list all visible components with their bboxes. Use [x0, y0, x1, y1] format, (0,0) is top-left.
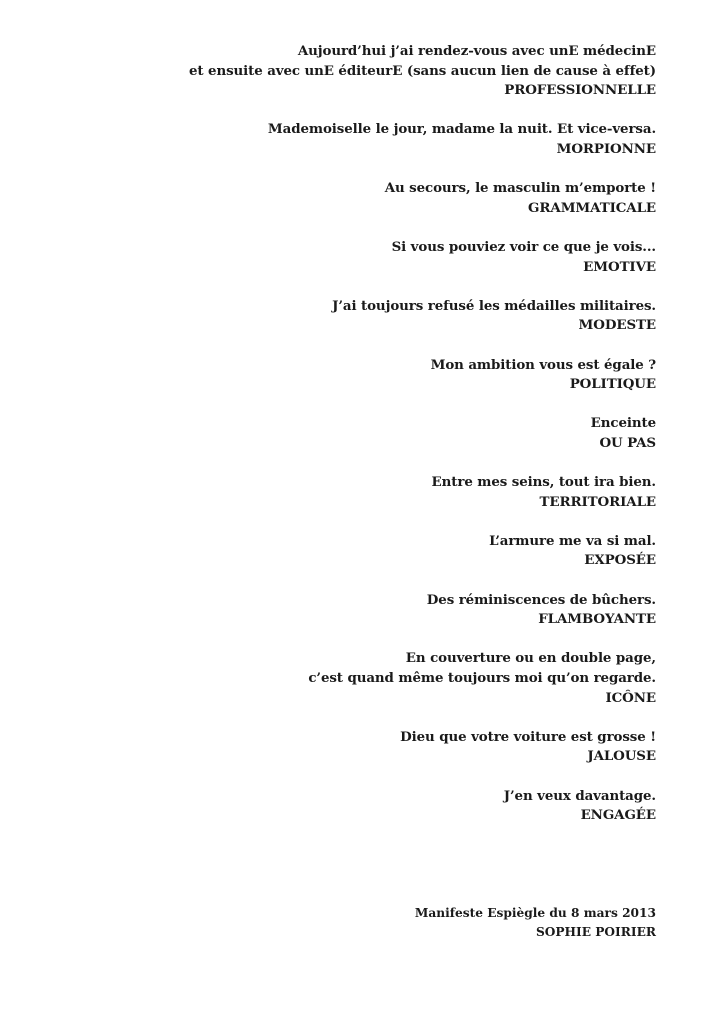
stanza-professionnelle [60, 42, 656, 101]
stanza-title: GRAMMATICALE [528, 199, 656, 216]
stanza-line: Enceinte [590, 415, 656, 432]
stanza-title: FLAMBOYANTE [538, 611, 656, 628]
stanza-icone [60, 649, 656, 708]
stanza-line: Au secours, le masculin m’emporte ! [384, 180, 656, 197]
stanza-line: et ensuite avec unE éditeurE (sans aucun lien de cause à effet) [188, 62, 656, 79]
stanza-exposee [60, 532, 656, 571]
stanza-title: EXPOSÉE [584, 552, 656, 569]
stanza-line: L’armure me va si mal. [489, 532, 656, 549]
manifesto-date-line: Manifeste Espiègle du 8 mars 2013 [414, 906, 656, 920]
stanza-line: c’est quand même toujours moi qu’on regarde. [308, 670, 656, 686]
stanza-title: ENGAGÉE [580, 807, 656, 824]
stanza-title: PROFESSIONNELLE [504, 82, 656, 99]
stanza-line: Mademoiselle le jour, madame la nuit. Et vice-versa. [267, 121, 656, 138]
stanza-title: TERRITORIALE [539, 493, 656, 510]
stanza-title: ICÔNE [605, 689, 656, 706]
stanza-line: J’en veux davantage. [503, 787, 656, 804]
stanza-line: Dieu que votre voiture est grosse ! [400, 728, 656, 745]
stanza-flamboyante [60, 591, 656, 630]
stanza-title: JALOUSE [587, 748, 656, 765]
stanza-line: Aujourd’hui j’ai rendez-vous avec unE médecinE [297, 43, 656, 59]
stanza-line: Entre mes seins, tout ira bien. [431, 474, 656, 491]
stanza-line: Des réminiscences de bûchers. [426, 591, 656, 608]
stanza-line: En couverture ou en double page, [405, 650, 656, 667]
author-name: SOPHIE POIRIER [535, 925, 656, 940]
signature-block [415, 904, 656, 943]
manifesto-text [60, 42, 656, 845]
stanza-modeste [60, 297, 656, 336]
stanza-ou-pas [60, 414, 656, 453]
stanza-engagee [60, 787, 656, 826]
stanza-title: MODESTE [578, 317, 656, 334]
stanza-politique [60, 356, 656, 395]
stanza-title: MORPIONNE [556, 140, 656, 157]
stanza-title: EMOTIVE [583, 258, 656, 275]
stanza-line: Si vous pouviez voir ce que je vois... [391, 238, 656, 255]
stanza-line: Mon ambition vous est égale ? [430, 356, 656, 373]
stanza-grammaticale [60, 179, 656, 218]
stanza-line: J’ai toujours refusé les médailles militaires. [332, 297, 656, 314]
stanza-territoriale [60, 473, 656, 512]
stanza-morpionne [60, 120, 656, 159]
stanza-emotive [60, 238, 656, 277]
stanza-title: OU PAS [599, 434, 656, 451]
stanza-title: POLITIQUE [569, 376, 656, 393]
stanza-jalouse [60, 728, 656, 767]
